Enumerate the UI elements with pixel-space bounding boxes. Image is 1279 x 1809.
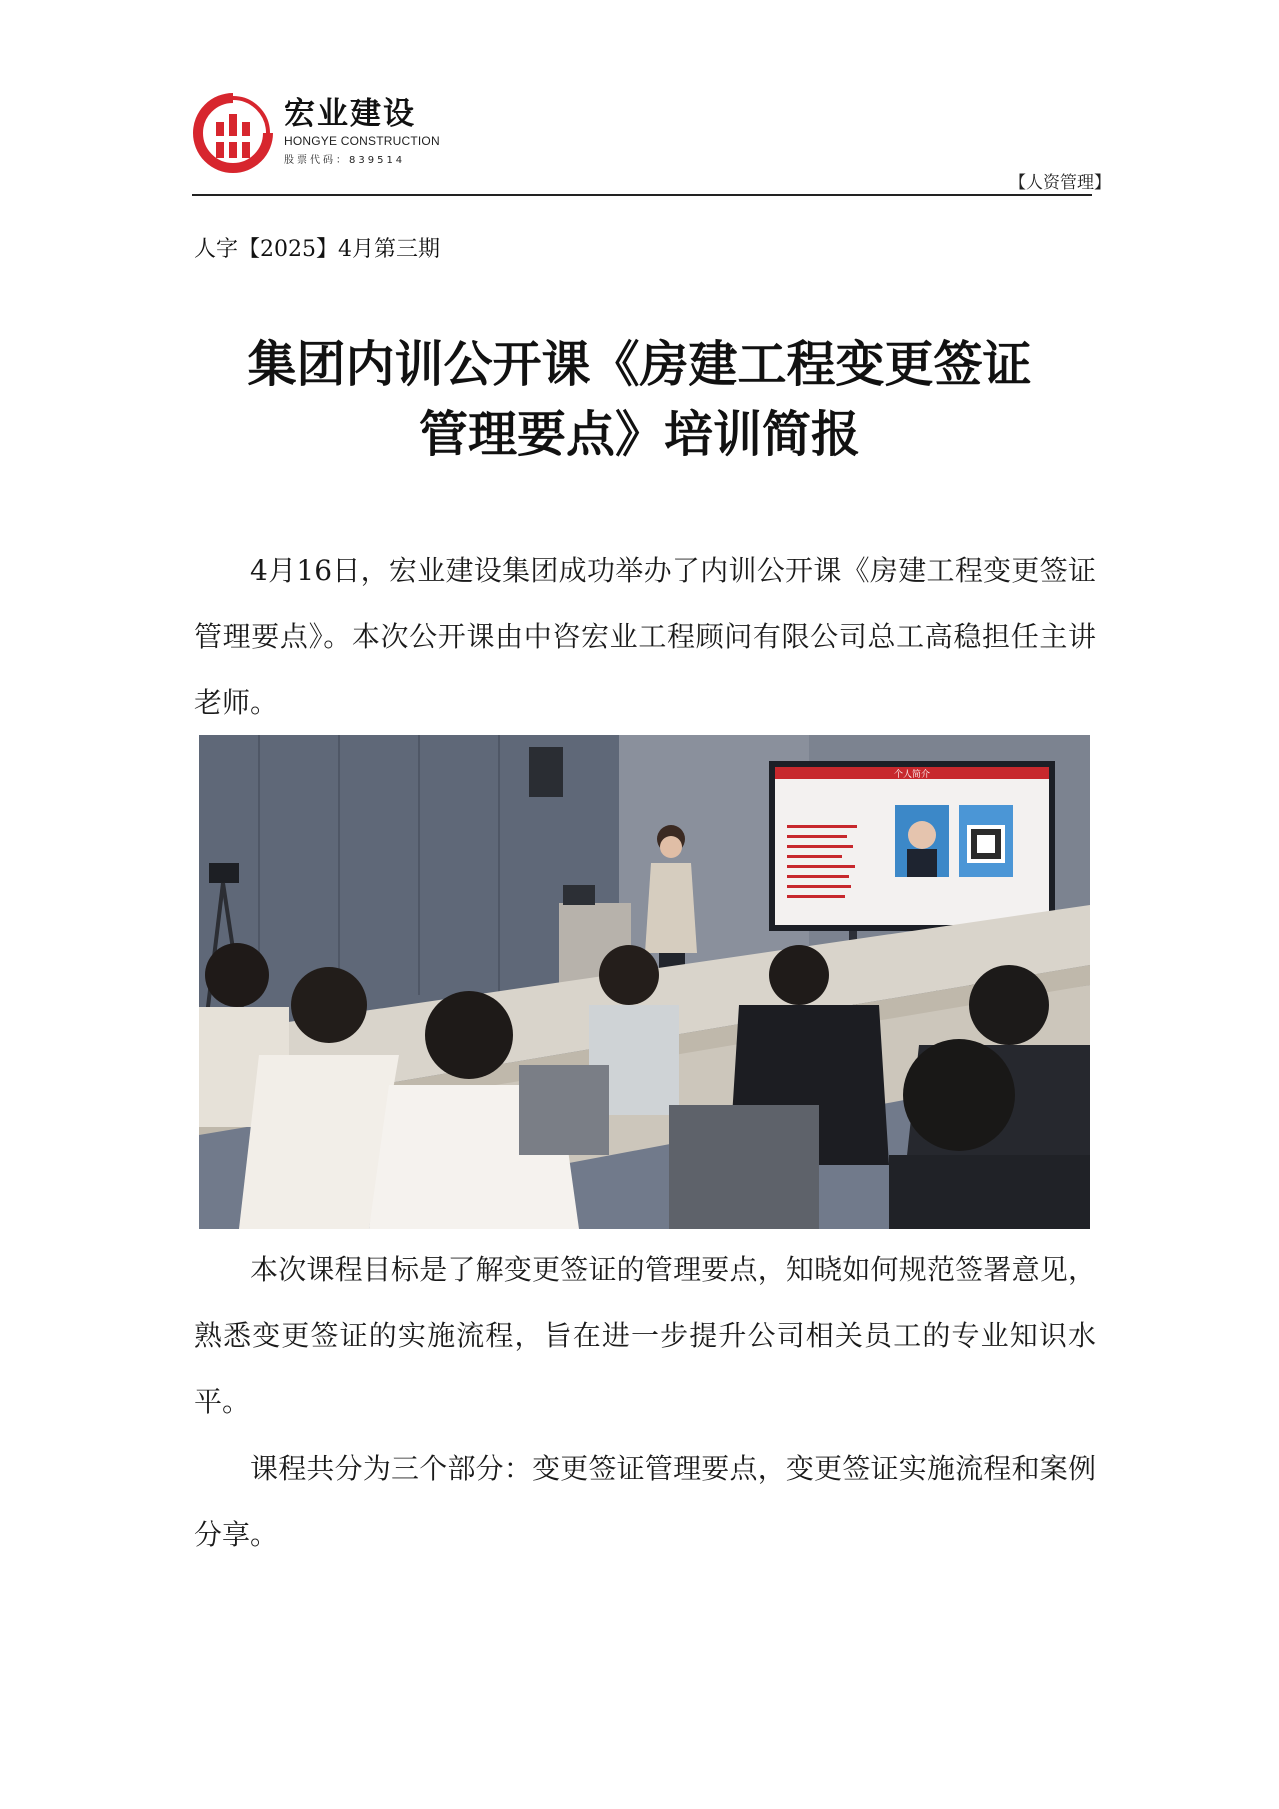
title-line-1: 集团内训公开课《房建工程变更签证 — [247, 336, 1032, 393]
stock-code: 股票代码：839514 — [284, 155, 406, 166]
presenter — [645, 863, 697, 953]
screen-heading: 个人简介 — [893, 770, 931, 780]
company-logo — [192, 92, 452, 172]
issue-number: 人字【2025】4月第三期 — [194, 237, 440, 262]
department-tag: 【人资管理】 — [1009, 173, 1111, 193]
company-name-cn: 宏业建设 — [284, 96, 416, 132]
company-name-en: HONGYE CONSTRUCTION — [284, 134, 440, 148]
paragraph-parts: 课程共分为三个部分：变更签证管理要点，变更签证实施流程和案例分享。 — [194, 1452, 1096, 1551]
training-photo — [199, 735, 1090, 1229]
speaker-box — [529, 747, 563, 797]
paragraph-intro: 4月16日，宏业建设集团成功举办了内训公开课《房建工程变更签证管理要点》。本次公开课由中咨宏业工程顾问有限公司总工高稳担任主讲老师。 — [194, 554, 1096, 719]
paragraph-goals: 本次课程目标是了解变更签证的管理要点，知晓如何规范签署意见，熟悉变更签证的实施流程，旨在进一步提升公司相关员工的专业知识水平。 — [194, 1253, 1096, 1418]
header-divider — [192, 194, 1092, 196]
title-line-2: 管理要点》培训简报 — [418, 406, 860, 463]
page-title — [150, 330, 1129, 470]
hongye-logo-icon — [192, 92, 274, 174]
